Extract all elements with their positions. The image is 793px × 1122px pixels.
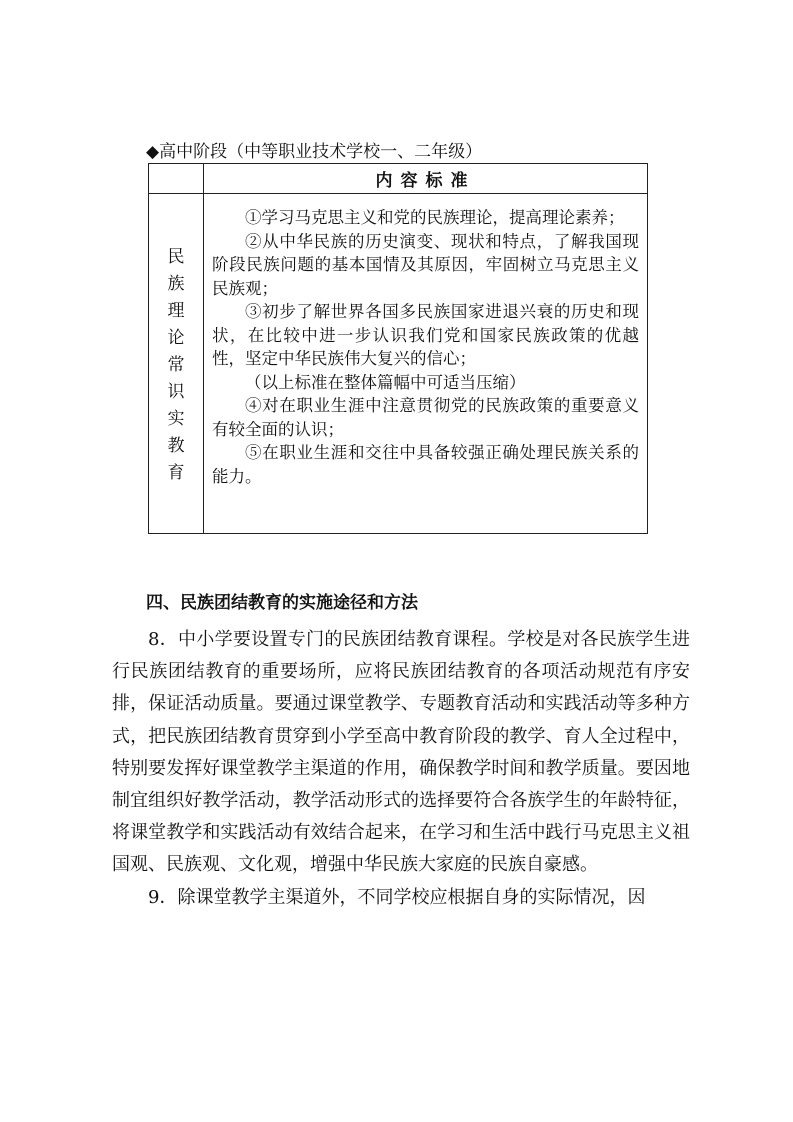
paragraph: 8．中小学要设置专门的民族团结教育课程。学校是对各民族学生进行民族团结教育的重要场所，应将民族团结教育的各项活动规范有序安排，保证活动质量。要通过课堂教学、专题教育活动和实践活动等多种方式，把民族团结教育贯穿到小学至高中教育阶段的教学、育人全过程中，特别要发挥好课堂教学主渠道的作用，确保教学时间和教学质量。要因地制宜组织好教学活动，教学活动形式的选择要符合各族学生的年龄特征，将课堂教学和实践活动有效结合起来，在学习和生活中践行马克思主义祖国观、民族观、文化观，增强中华民族大家庭的民族自豪感。 xyxy=(112,629,690,876)
paragraph: 9．除课堂教学主渠道外，不同学校应根据自身的实际情况，因 xyxy=(148,886,646,908)
table-row xyxy=(149,194,648,534)
table-header-empty-cell xyxy=(149,164,204,194)
standard-item: ①学习马克思主义和党的民族理论，提高理论素养； xyxy=(245,208,625,227)
standard-item: ④对在职业生涯中注意贯彻党的民族政策的重要意义有较全面的认识； xyxy=(212,396,639,439)
row-label-cell xyxy=(149,194,204,534)
table-header-row xyxy=(149,164,648,194)
standard-note: （以上标准在整体篇幅中可适当压缩） xyxy=(245,372,526,392)
stage-heading: ◆高中阶段（中等职业技术学校一、二年级） xyxy=(146,142,483,162)
section-title: 四、民族团结教育的实施途径和方法 xyxy=(146,593,418,613)
content-standard-table xyxy=(148,163,648,534)
row-label: 民族理论常识实教育 xyxy=(167,247,185,483)
standard-item: ②从中华民族的历史演变、现状和特点，了解我国现阶段民族问题的基本国情及其原因，牢固树立马克思主义民族观； xyxy=(212,231,639,298)
standard-item: ③初步了解世界各国多民族国家进退兴衰的历史和现状，在比较中进一步认识我们党和国家民族政策的优越性，坚定中华民族伟大复兴的信心； xyxy=(212,302,639,368)
table-header-cell: 内容标准 xyxy=(204,164,648,194)
content-cell xyxy=(204,194,648,534)
body-text xyxy=(112,624,690,914)
standard-item: ⑤在职业生涯和交往中具备较强正确处理民族关系的能力。 xyxy=(212,443,639,486)
